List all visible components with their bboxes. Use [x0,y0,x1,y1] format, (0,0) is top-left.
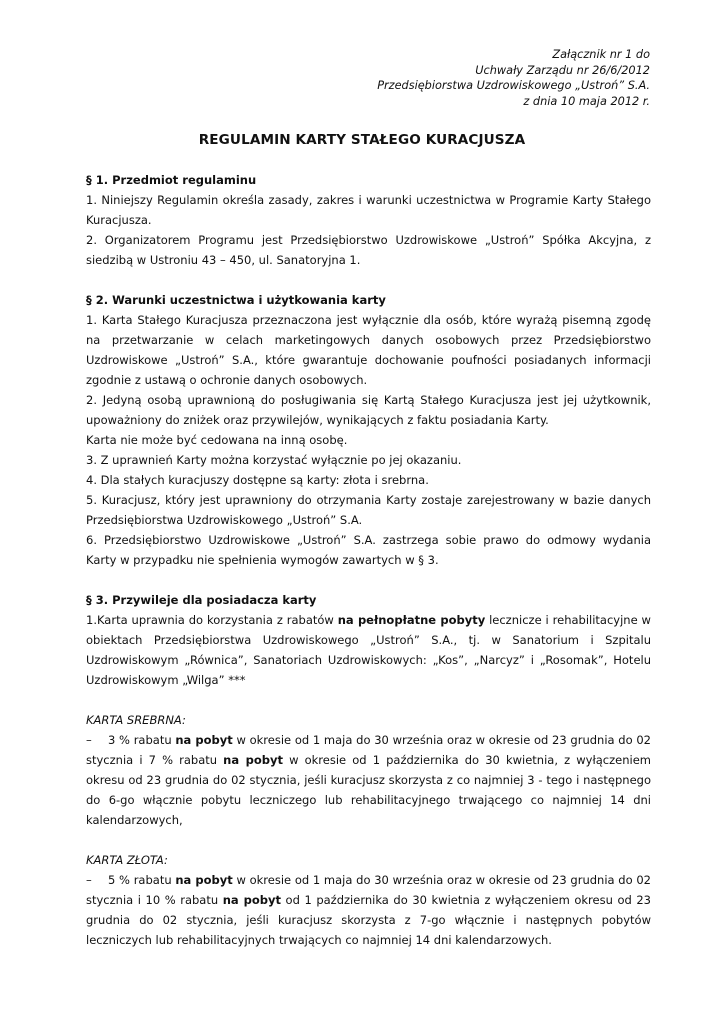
bold-text-run: na pobyt [175,733,233,747]
section-2-paragraph-1: 1. Karta Stałego Kuracjusza przeznaczona jest wyłącznie dla osób, które wyrażą pisemną zgodę na przetwarzanie w celach marketingowych danych osobowych przez Przedsiębiorstwo Uzdrowiskowe „Ustroń” S.A., które gwarantuje dochowanie poufności posiadanych informacji zgodnie z ustawą o ochronie danych osobowych. [86,313,651,387]
section-3-heading: § 3. Przywileje dla posiadacza karty [86,593,317,607]
text-run: 3 % rabatu [108,733,176,747]
text-run: w okresie od 1 maja do 30 września oraz w okresie od 23 grudnia do 02 stycznia i 7 % rabatu [86,733,651,767]
dash-bullet: – [86,733,92,747]
text-run: w okresie od 1 października do 30 kwietnia, z wyłączeniem okresu od 23 grudnia do 02 stycznia, jeśli kuracjusz skorzysta z co najmniej 3 - tego i następnego do 6-go włącznie pobytu leczniczego lub rehabilitacyjnego trwającego co najmniej 14 dni kalendarzowych, [86,753,651,827]
document-body [86,170,651,950]
document-title: REGULAMIN KARTY STAŁEGO KURACJUSZA [198,132,526,148]
section-2-paragraph-4: 4. Dla stałych kuracjuszy dostępne są karty: złota i srebrna. [86,473,429,487]
attachment-header [377,47,650,109]
header-line-4: z dnia 10 maja 2012 r. [523,94,650,108]
bold-text-run: na pobyt [223,753,283,767]
section-2-heading: § 2. Warunki uczestnictwa i użytkowania karty [86,293,386,307]
section-2-paragraph-6: 6. Przedsiębiorstwo Uzdrowiskowe „Ustroń” S.A. zastrzega sobie prawo do odmowy wydania Karty w przypadku nie spełnienia wymogów zawartych w § 3. [86,533,651,567]
section-2-paragraph-2: 2. Jedyną osobą uprawnioną do posługiwania się Kartą Stałego Kuracjusza jest jej użytkownik, upoważniony do zniżek oraz przywilejów, wynikających z faktu posiadania Karty. [86,393,651,427]
header-line-1: Załącznik nr 1 do [552,48,650,61]
section-3-paragraph-1 [86,610,651,690]
text-run: w okresie od 1 maja do 30 września oraz w okresie od 23 grudnia do 02 stycznia i 10 % rabatu [86,873,651,907]
section-1-heading: § 1. Przedmiot regulaminu [86,173,257,187]
section-1-paragraph-2: 2. Organizatorem Programu jest Przedsiębiorstwo Uzdrowiskowe „Ustroń” Spółka Akcyjna, z siedzibą w Ustroniu 43 – 450, ul. Sanatoryjna 1. [86,233,651,267]
gold-card-terms [86,870,651,950]
text-run: lecznicze i rehabilitacyjne w obiektach Przedsiębiorstwa Uzdrowiskowego „Ustroń” S.A., tj. w Sanatorium i Szpitalu Uzdrowiskowym „Równica”, Sanatoriach Uzdrowiskowych: „Kos”, „Narcyz” i „Rosomak”, Hotelu Uzdrowiskowym „Wilga” *** [86,613,651,687]
bold-text-run: na pełnopłatne pobyty [337,613,486,627]
text-run: 1.Karta uprawnia do korzystania z rabatów [86,613,338,627]
section-1-paragraph-1: 1. Niniejszy Regulamin określa zasady, zakres i warunki uczestnictwa w Programie Karty Stałego Kuracjusza. [86,193,651,227]
silver-card-label: KARTA SREBRNA: [86,713,186,727]
header-line-3: Przedsiębiorstwa Uzdrowiskowego „Ustroń” S.A. [377,79,650,92]
section-2-paragraph-2b: Karta nie może być cedowana na inną osobę. [86,433,348,447]
gold-card-label: KARTA ZŁOTA: [86,853,168,867]
bold-text-run: na pobyt [175,873,233,887]
text-run: od 1 października do 30 kwietnia z wyłączeniem okresu od 23 grudnia do 02 stycznia, jeśli kuracjusz skorzysta z 7-go włącznie i następnych pobytów leczniczych lub rehabilitacyjnych trwających co najmniej 14 dni kalendarzowych. [86,893,652,947]
bold-text-run: na pobyt [222,893,281,907]
text-run: 5 % rabatu [108,873,176,887]
silver-card-terms [86,730,651,830]
dash-bullet: – [86,873,92,887]
section-2-paragraph-3: 3. Z uprawnień Karty można korzystać wyłącznie po jej okazaniu. [86,453,462,467]
section-2-paragraph-5: 5. Kuracjusz, który jest uprawniony do otrzymania Karty zostaje zarejestrowany w bazie danych Przedsiębiorstwa Uzdrowiskowego „Ustroń” S.A. [86,493,651,527]
header-line-2: Uchwały Zarządu nr 26/6/2012 [475,63,650,77]
